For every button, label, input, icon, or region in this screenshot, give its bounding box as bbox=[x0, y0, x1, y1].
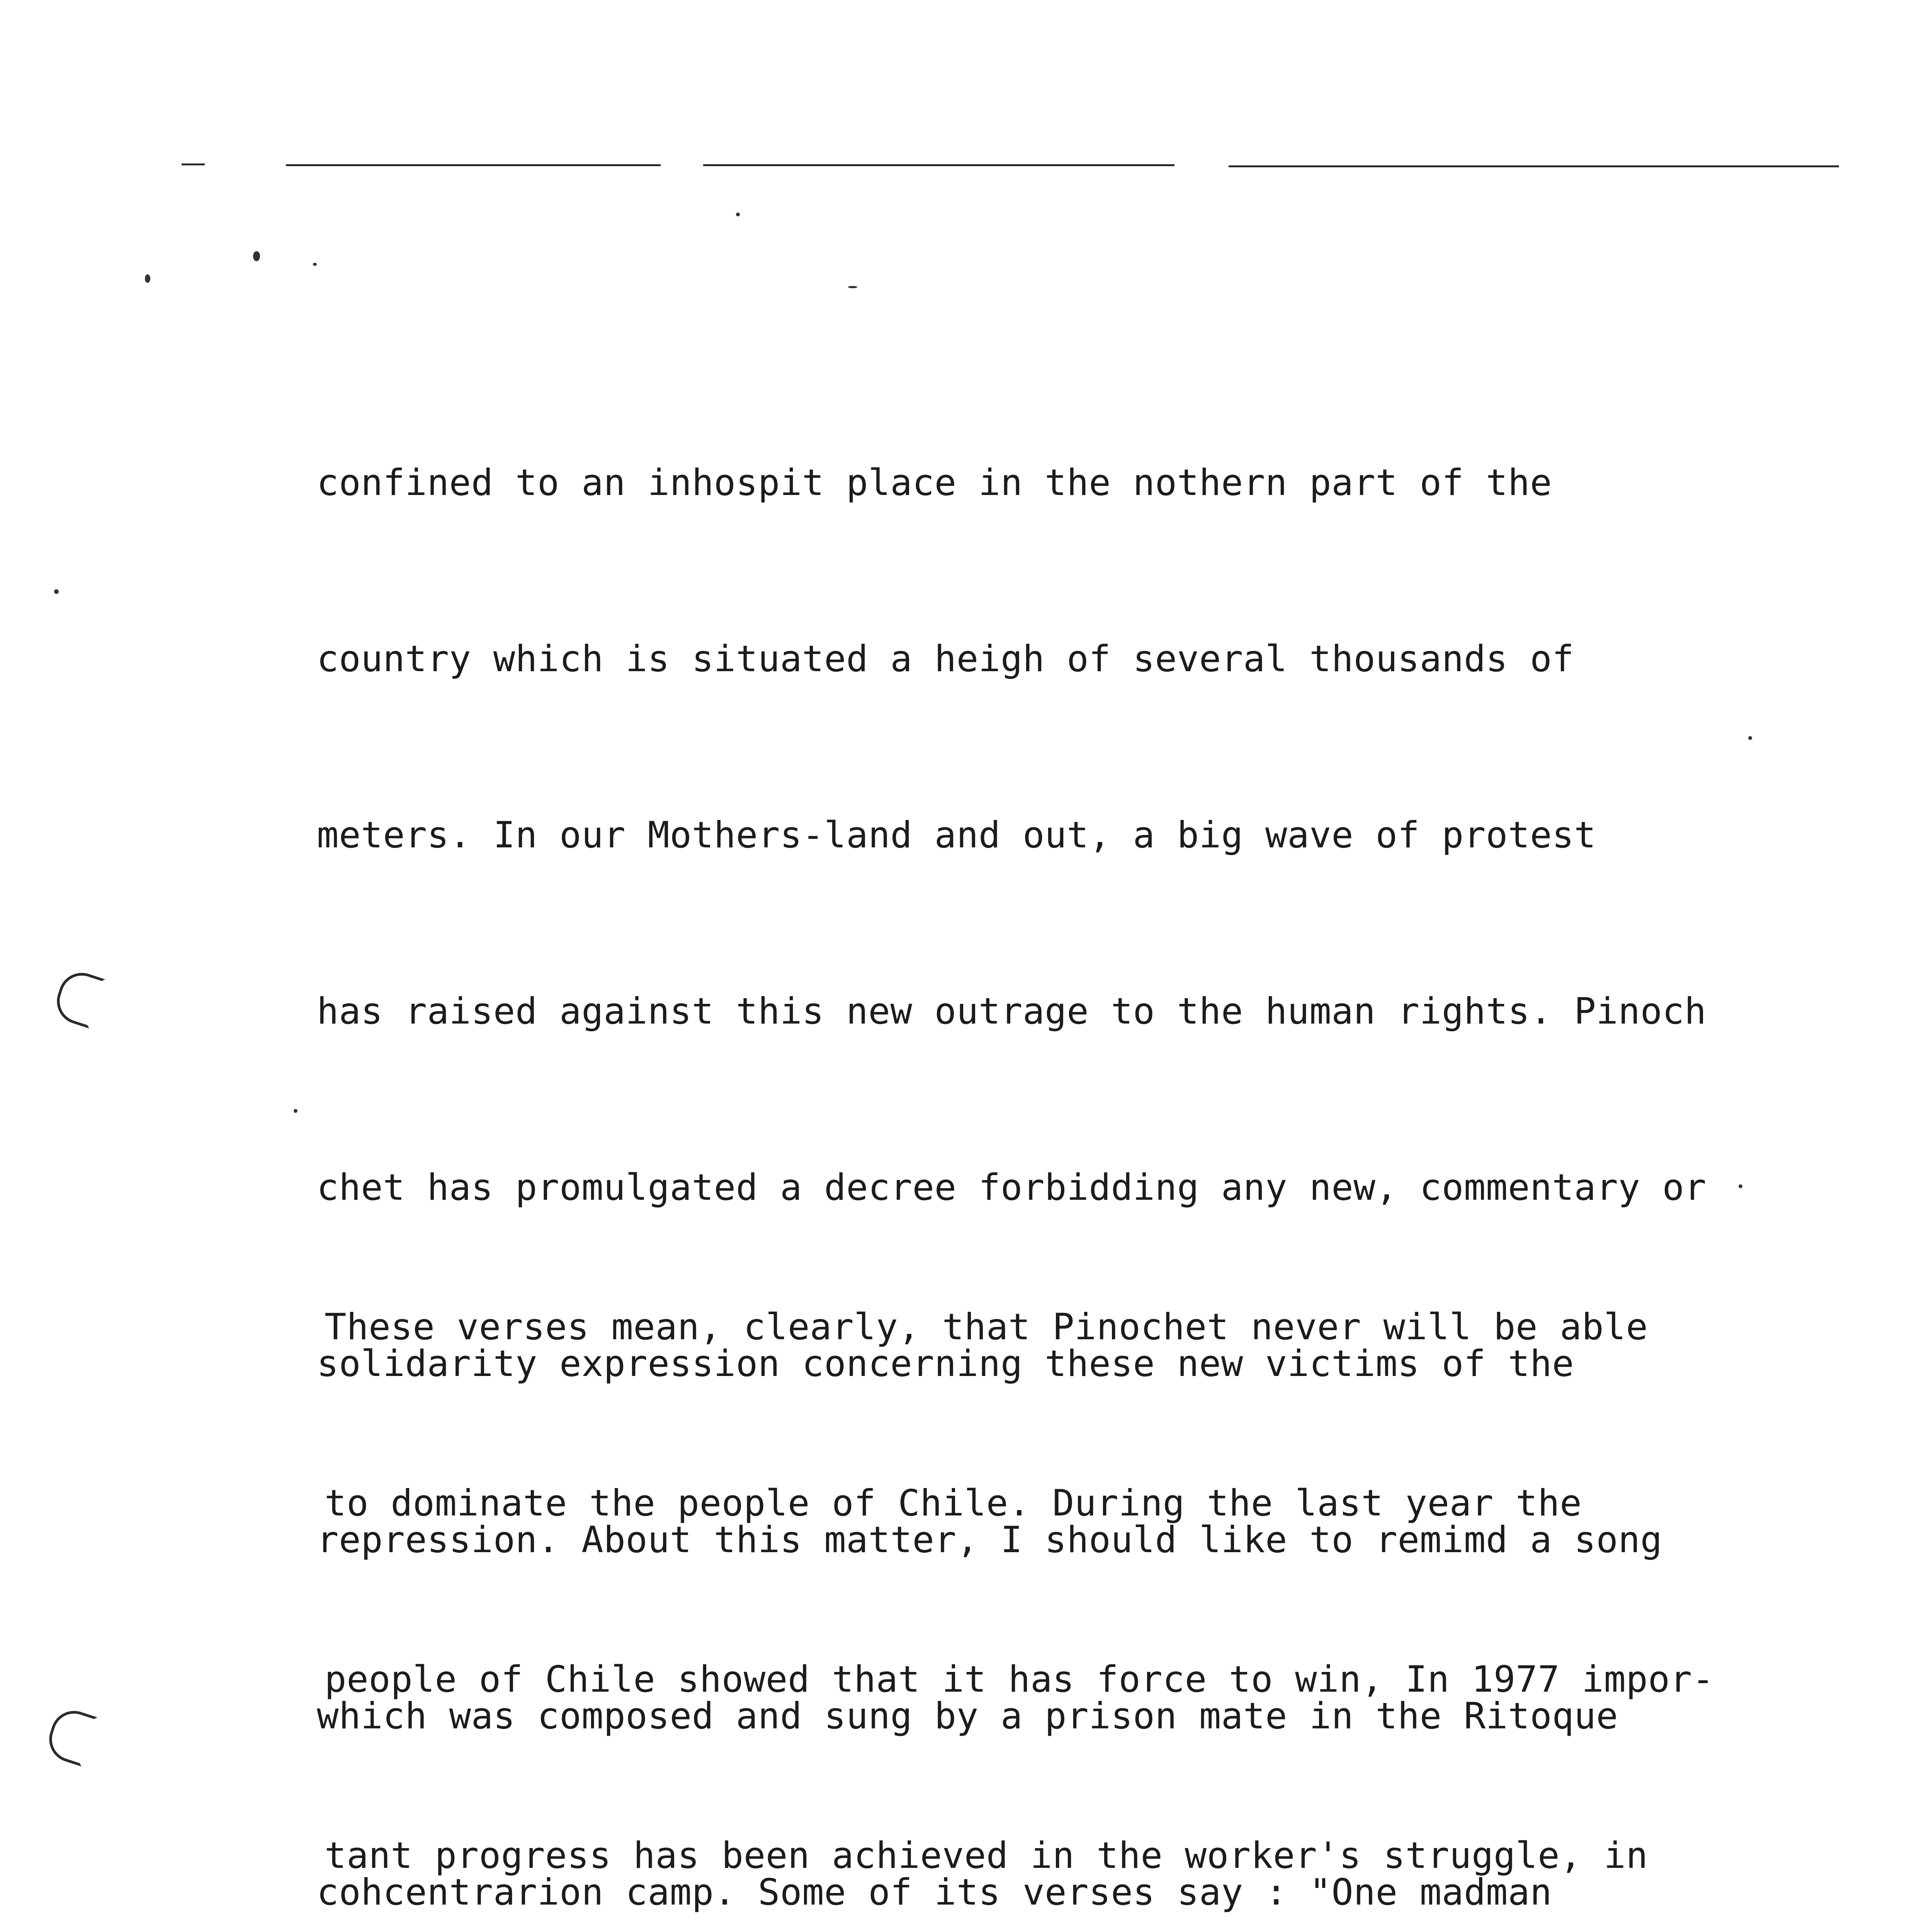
scan-speck bbox=[253, 251, 260, 261]
text-line: has raised against this new outrage to the human rights. Pinoch bbox=[317, 990, 1706, 1032]
header-rule-left bbox=[286, 164, 661, 166]
text-line: to dominate the people of Chile. During the last year the bbox=[325, 1482, 1582, 1524]
header-rule-right bbox=[1229, 165, 1839, 167]
scan-speck bbox=[313, 263, 317, 266]
scan-speck bbox=[848, 286, 857, 288]
text-line: country which is situated a heigh of several thousands of bbox=[317, 638, 1574, 680]
text-line: These verses mean, clearly, that Pinochet never will be able bbox=[325, 1306, 1648, 1348]
punch-hole-mark bbox=[51, 967, 105, 1029]
punch-hole-mark bbox=[43, 1705, 97, 1767]
text-line: which was composed and sung by a prison mate in the Ritoque bbox=[317, 1695, 1618, 1737]
text-line: tant progress has been achieved in the worker's struggle, in bbox=[325, 1835, 1648, 1877]
text-line: confined to an inhospit place in the nothern part of the bbox=[317, 462, 1552, 504]
text-line: solidarity expression concerning these new victims of the bbox=[317, 1343, 1574, 1385]
scan-speck bbox=[54, 589, 59, 594]
scan-speck bbox=[294, 1109, 297, 1113]
text-line: cohcentrarion camp. Some of its verses say : "One madman bbox=[317, 1871, 1552, 1913]
header-rule-fragment bbox=[182, 163, 205, 165]
text-line: people of Chile showed that it has force to win, In 1977 impor- bbox=[325, 1658, 1714, 1701]
text-line: meters. In our Mothers-land and out, a big wave of protest bbox=[317, 814, 1596, 856]
paragraph-2 bbox=[325, 1180, 1800, 1932]
header-rule-middle bbox=[703, 164, 1174, 166]
scan-speck bbox=[145, 274, 150, 283]
scan-speck bbox=[736, 213, 740, 216]
text-line: chet has promulgated a decree forbidding any new, commentary or bbox=[317, 1167, 1706, 1209]
text-line: repression. About this matter, I should like to remimd a song bbox=[317, 1519, 1662, 1561]
